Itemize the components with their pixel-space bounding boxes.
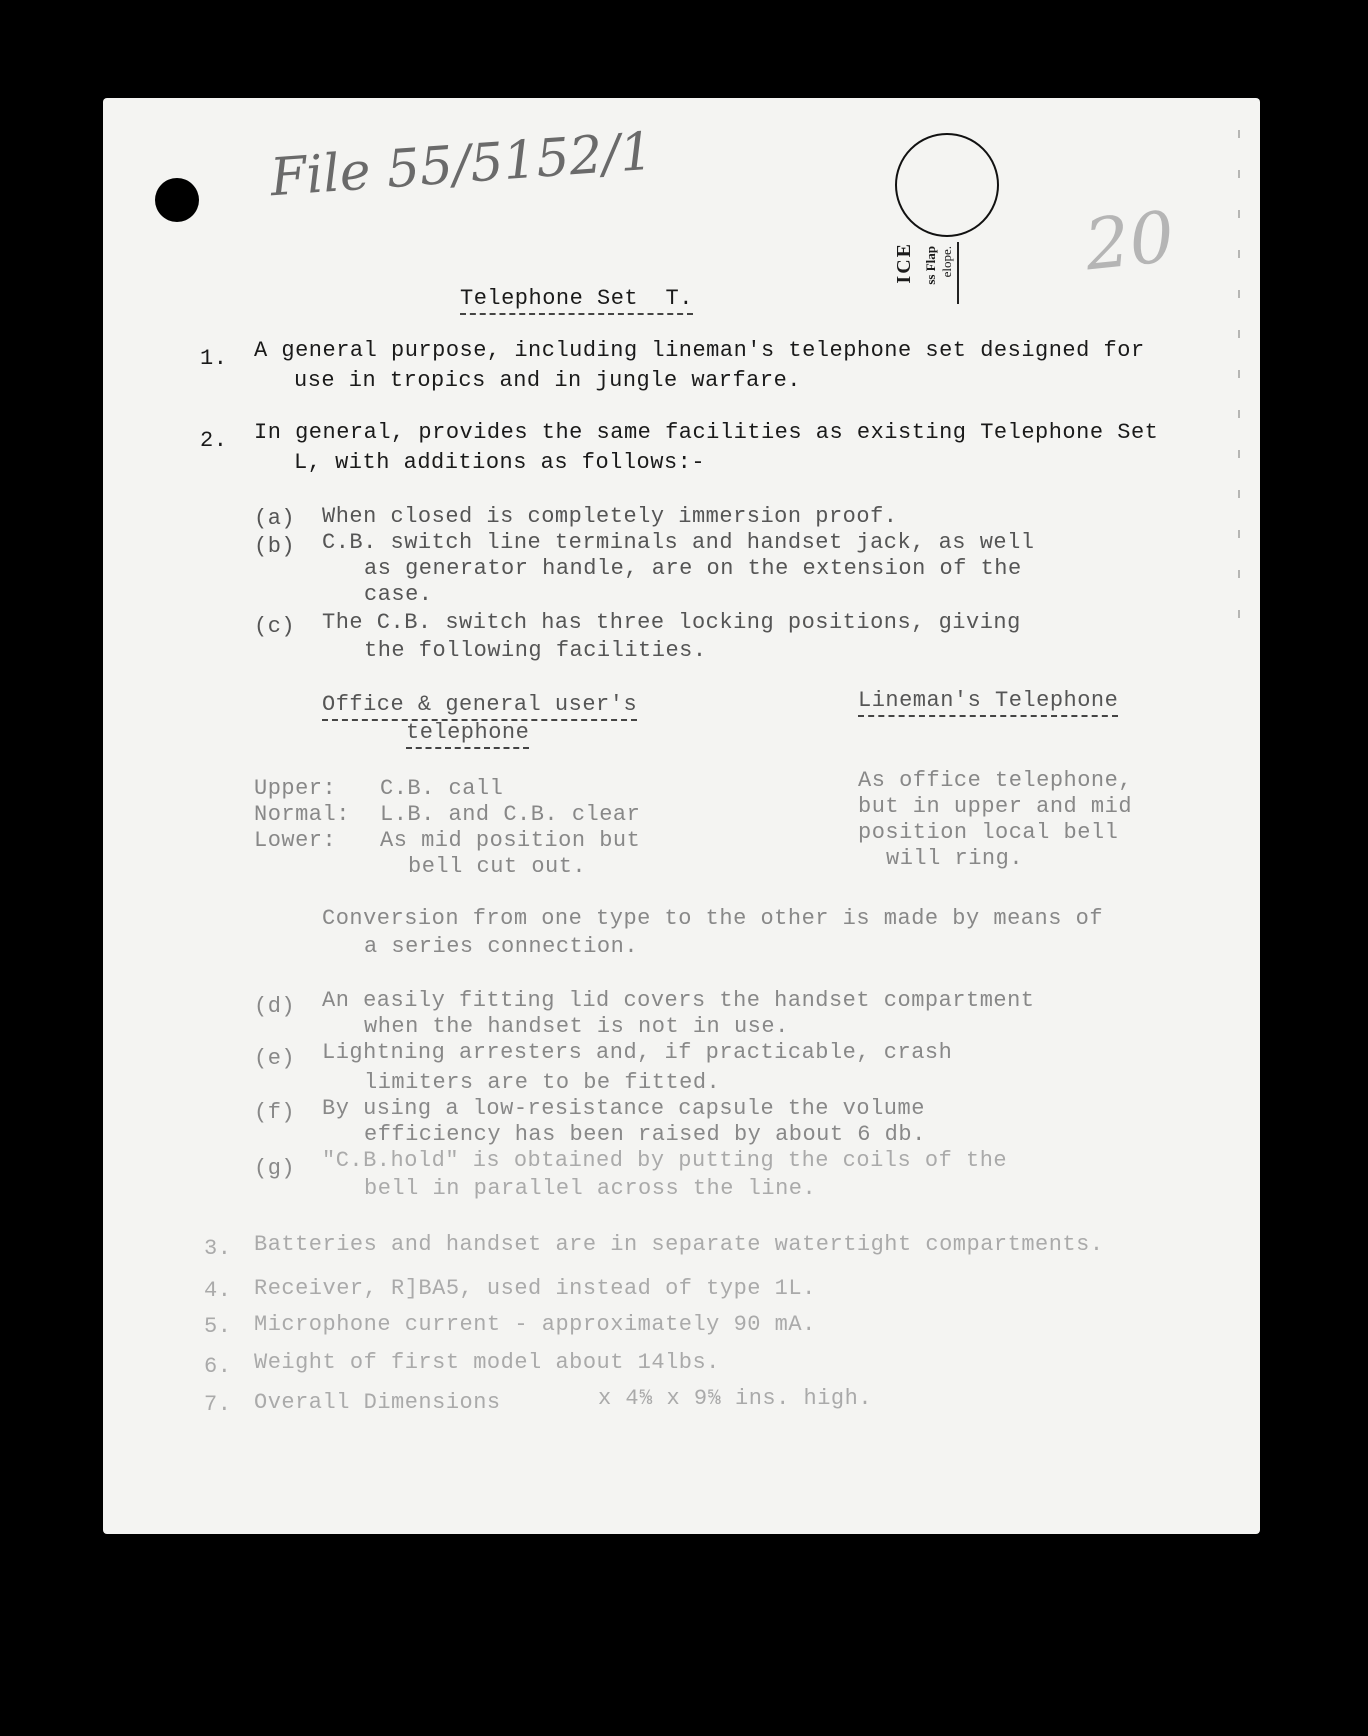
item-7-number: 7. [204, 1392, 232, 1417]
sub-b-line-1: C.B. switch line terminals and handset jack, as well [322, 530, 1035, 555]
conversion-line-1: Conversion from one type to the other is made by means of [322, 906, 1104, 931]
column-2-heading: Lineman's Telephone [858, 688, 1118, 714]
sub-f-label: (f) [254, 1100, 296, 1125]
item-5-line-1: Microphone current - approximately 90 mA. [254, 1312, 816, 1337]
sub-e-label: (e) [254, 1046, 296, 1071]
sub-f-line-1: By using a low-resistance capsule the volume [322, 1096, 925, 1121]
sub-e-line-1: Lightning arresters and, if practicable, crash [322, 1040, 953, 1065]
sub-b-line-2: as generator handle, are on the extension of the [364, 556, 1022, 581]
normal-label: Normal: [254, 802, 350, 827]
column-2-line-3: position local bell [858, 820, 1119, 845]
upper-value: C.B. call [380, 776, 504, 801]
stamp-circle [895, 133, 999, 237]
item-5-number: 5. [204, 1314, 232, 1339]
sub-c-label: (c) [254, 614, 296, 639]
item-7-line-2: x 4⅝ x 9⅝ ins. high. [598, 1386, 873, 1411]
sub-e-line-2: limiters are to be fitted. [364, 1070, 721, 1095]
column-2-line-4: will ring. [886, 846, 1024, 871]
item-3-line-1: Batteries and handset are in separate watertight compartments. [254, 1232, 1104, 1257]
sub-d-line-2: when the handset is not in use. [364, 1014, 789, 1039]
sub-b-line-3: case. [364, 582, 433, 607]
sub-f-line-2: efficiency has been raised by about 6 db. [364, 1122, 926, 1147]
handwritten-file-reference: File 55/5152/1 [268, 121, 655, 209]
sub-g-line-1: "C.B.hold" is obtained by putting the coils of the [322, 1148, 1008, 1173]
sub-g-label: (g) [254, 1156, 296, 1181]
stamp-line-1: ICE [893, 242, 915, 284]
item-2-line-1: In general, provides the same facilities as existing Telephone Set [254, 420, 1159, 445]
sub-g-line-2: bell in parallel across the line. [364, 1176, 817, 1201]
upper-label: Upper: [254, 776, 337, 801]
sub-b-label: (b) [254, 534, 296, 559]
sub-c-line-2: the following facilities. [364, 638, 707, 663]
column-2-line-1: As office telephone, [858, 768, 1133, 793]
item-4-line-1: Receiver, R]BA5, used instead of type 1L. [254, 1276, 816, 1301]
page-title: Telephone Set T. [460, 286, 693, 312]
sub-d-label: (d) [254, 994, 296, 1019]
item-6-number: 6. [204, 1354, 232, 1379]
stamp-line-3: elope. [939, 246, 954, 278]
item-4-number: 4. [204, 1278, 232, 1303]
lower-label: Lower: [254, 828, 337, 853]
normal-value: L.B. and C.B. clear [380, 802, 641, 827]
item-6-line-1: Weight of first model about 14lbs. [254, 1350, 720, 1375]
sub-a-label: (a) [254, 506, 296, 531]
item-1-line-2: use in tropics and in jungle warfare. [294, 368, 801, 393]
item-2-line-2: L, with additions as follows:- [294, 450, 706, 475]
sub-a-line-1: When closed is completely immersion proof. [322, 504, 898, 529]
lower-value-1: As mid position but [380, 828, 641, 853]
item-1-number: 1. [200, 346, 228, 371]
stamp-line-2: ss Flap [923, 246, 938, 285]
stamp-rule [957, 242, 959, 304]
lower-value-2: bell cut out. [408, 854, 587, 879]
column-2-line-2: but in upper and mid [858, 794, 1133, 819]
item-1-line-1: A general purpose, including lineman's telephone set designed for [254, 338, 1145, 363]
right-edge-marks [1238, 130, 1240, 630]
sub-d-line-1: An easily fitting lid covers the handset compartment [322, 988, 1035, 1013]
conversion-line-2: a series connection. [364, 934, 639, 959]
punch-hole [155, 178, 199, 222]
column-1-heading: Office & general user's [322, 692, 637, 718]
item-7-line-1: Overall Dimensions [254, 1390, 501, 1415]
column-1-heading-2: telephone [406, 720, 529, 746]
item-3-number: 3. [204, 1236, 232, 1261]
stamp [893, 242, 965, 308]
handwritten-page-number: 20 [1080, 195, 1179, 287]
sub-c-line-1: The C.B. switch has three locking positions, giving [322, 610, 1021, 635]
item-2-number: 2. [200, 428, 228, 453]
